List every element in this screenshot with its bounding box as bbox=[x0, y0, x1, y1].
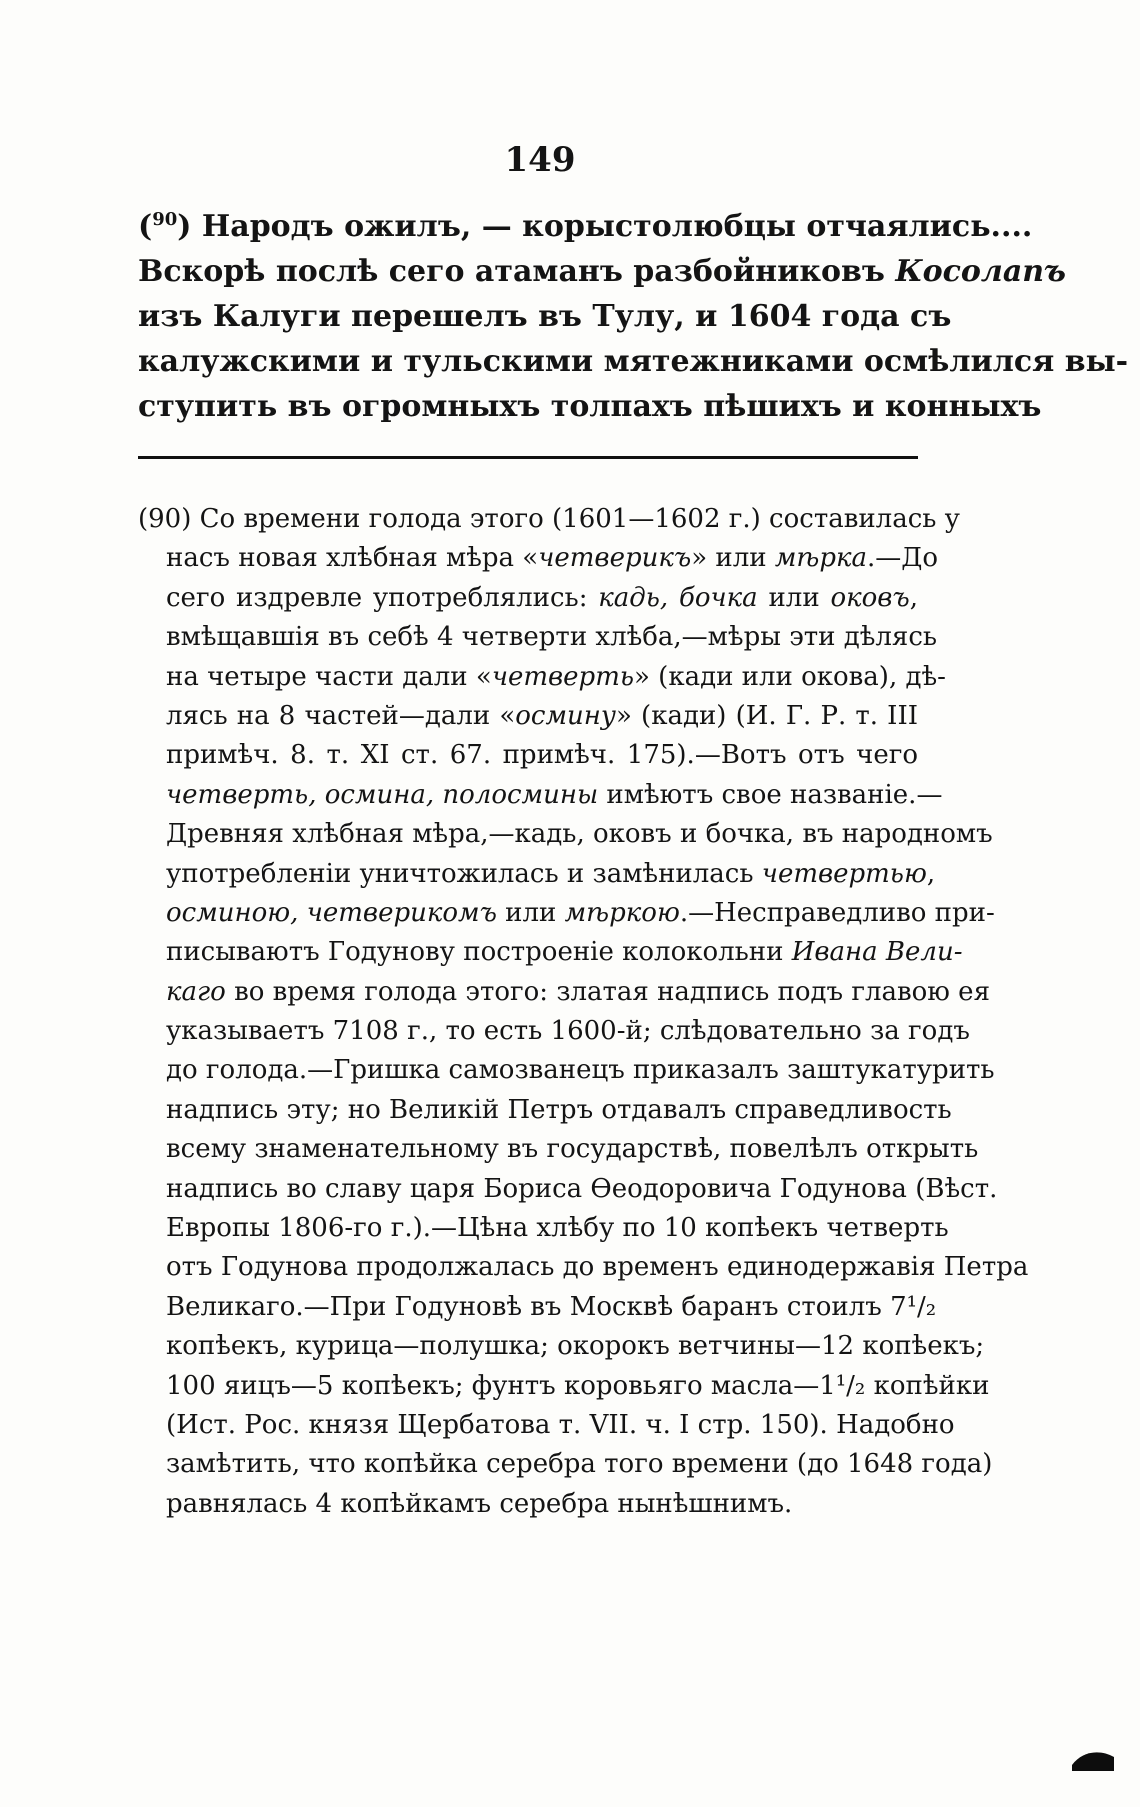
footnote-line bbox=[138, 973, 990, 1012]
footnote-line bbox=[138, 736, 918, 775]
text-run: » (кади или окова), дѣ- bbox=[634, 661, 946, 692]
footnote-line bbox=[138, 1130, 979, 1169]
text-run: надпись эту; но Великій Петръ отдавалъ справедливость bbox=[166, 1094, 952, 1125]
footnote-line bbox=[138, 1051, 995, 1090]
footnote-line bbox=[138, 1288, 937, 1327]
text-run: или bbox=[757, 582, 831, 613]
footnote-line bbox=[138, 658, 946, 697]
main-text-line bbox=[138, 204, 1033, 249]
text-run: калужскими и тульскими мятежниками осмѣлился вы- bbox=[138, 344, 1129, 379]
text-run: Древняя хлѣбная мѣра,—кадь, оковъ и бочка, въ народномъ bbox=[166, 819, 993, 850]
footnote-line bbox=[138, 1170, 998, 1209]
text-run: 100 яицъ—5 копѣекъ; фунтъ коровьяго масла—1¹/₂ копѣйки bbox=[166, 1370, 990, 1401]
italic-term: четверикъ bbox=[538, 543, 692, 574]
text-run: ( bbox=[138, 209, 153, 244]
footnote-line bbox=[138, 1406, 955, 1445]
text-run: насъ новая хлѣбная мѣра « bbox=[166, 543, 539, 574]
footnote-line bbox=[138, 1091, 952, 1130]
text-run: Великаго.—При Годуновѣ въ Москвѣ баранъ стоилъ 7¹/₂ bbox=[166, 1291, 937, 1322]
binding-mark bbox=[1070, 1743, 1116, 1773]
text-run: » или bbox=[691, 543, 775, 574]
text-run: Европы 1806-го г.).—Цѣна хлѣбу по 10 копѣекъ четверть bbox=[166, 1213, 949, 1244]
text-run: примѣч. 8. т. XI ст. 67. примѣч. 175).—Вотъ отъ чего bbox=[166, 740, 918, 771]
text-run: ступить въ огромныхъ толпахъ пѣшихъ и конныхъ bbox=[138, 389, 1042, 424]
text-run: (90) Со времени голода этого (1601—1602 г.) составилась у bbox=[138, 504, 960, 534]
text-run: отъ Годунова продолжалась до временъ единодержавія Петра bbox=[166, 1252, 1029, 1283]
text-run: всему знаменательному въ государствѣ, повелѣлъ открыть bbox=[166, 1134, 979, 1165]
text-run: .—Несправедливо при- bbox=[679, 897, 995, 928]
text-run: во время голода этого: златая надпись подъ главою ея bbox=[225, 976, 990, 1007]
text-run: , bbox=[926, 858, 936, 889]
text-run: ) Народъ ожилъ, — корыстолюбцы отчаялись.... bbox=[177, 209, 1033, 244]
footnote-line bbox=[138, 855, 936, 894]
main-text-line bbox=[138, 294, 952, 339]
footnote-line bbox=[138, 1327, 985, 1366]
text-run: » (кади) (И. Г. Р. т. III bbox=[615, 700, 918, 731]
footnote-line bbox=[138, 1012, 970, 1051]
italic-term: мѣркою bbox=[564, 897, 680, 928]
footnote-line bbox=[138, 815, 993, 854]
italic-term: каго bbox=[166, 976, 226, 1007]
italic-term: четверть, осмина, полосмины bbox=[166, 779, 599, 810]
italic-term: четвертью bbox=[761, 858, 927, 889]
text-run: до голода.—Гришка самозванецъ приказалъ заштукатурить bbox=[166, 1055, 995, 1086]
footnote-line bbox=[138, 1445, 993, 1484]
footnote-line bbox=[138, 894, 995, 933]
italic-term: осмину bbox=[515, 700, 616, 731]
text-run: имѣютъ свое названіе.— bbox=[598, 779, 943, 810]
page-number: 149 bbox=[504, 140, 576, 180]
text-run: на четыре части дали « bbox=[166, 661, 492, 692]
footnote-line bbox=[138, 697, 918, 736]
footnote-line bbox=[138, 618, 938, 657]
italic-term: мѣрка bbox=[774, 543, 867, 574]
text-run: равнялась 4 копѣйкамъ серебра нынѣшнимъ. bbox=[166, 1488, 793, 1519]
divider-rule bbox=[138, 456, 918, 459]
footnote-line bbox=[138, 1209, 949, 1248]
text-run: изъ Калуги перешелъ въ Тулу, и 1604 года съ bbox=[138, 299, 952, 334]
footnote-line bbox=[138, 579, 918, 618]
footnote-line bbox=[138, 539, 939, 578]
italic-term: кадь, бочка bbox=[598, 582, 758, 613]
main-text bbox=[138, 204, 1129, 429]
main-text-line bbox=[138, 249, 1066, 294]
italic-term: Косолапъ bbox=[895, 254, 1066, 289]
footnote-line bbox=[138, 776, 943, 815]
footnote-line bbox=[138, 1485, 918, 1524]
main-text-line bbox=[138, 339, 1129, 384]
footnote-marker: 90 bbox=[152, 209, 178, 230]
footnote-90 bbox=[138, 500, 1029, 1524]
footnote-line bbox=[138, 1367, 990, 1406]
footnote-line bbox=[138, 500, 960, 539]
text-run: Вскорѣ послѣ сего атаманъ разбойниковъ bbox=[138, 254, 896, 289]
text-run: , bbox=[909, 582, 918, 613]
text-run: .—До bbox=[867, 543, 939, 574]
text-run: (Ист. Рос. князя Щербатова т. VII. ч. I стр. 150). Надобно bbox=[166, 1409, 955, 1440]
text-run: лясь на 8 частей—дали « bbox=[166, 700, 516, 731]
text-run: замѣтить, что копѣйка серебра того времени (до 1648 года) bbox=[166, 1449, 993, 1480]
text-run: надпись во славу царя Бориса Ѳеодоровича Годунова (Вѣст. bbox=[166, 1173, 998, 1204]
italic-term: Ивана Вели- bbox=[791, 937, 963, 968]
main-text-line bbox=[138, 384, 1042, 429]
text-run: вмѣщавшія въ себѣ 4 четверти хлѣба,—мѣры эти дѣлясь bbox=[166, 622, 938, 653]
footnote-line bbox=[138, 933, 963, 972]
text-run: копѣекъ, курица—полушка; окорокъ ветчины—12 копѣекъ; bbox=[166, 1331, 985, 1362]
italic-term: оковъ bbox=[830, 582, 910, 613]
text-run: указываетъ 7108 г., то есть 1600-й; слѣдовательно за годъ bbox=[166, 1016, 970, 1047]
footnote-line bbox=[138, 1248, 1029, 1287]
text-run: или bbox=[496, 897, 565, 928]
text-run: сего издревле употреблялись: bbox=[166, 582, 599, 613]
italic-term: четверть bbox=[491, 661, 634, 692]
text-run: писываютъ Годунову построеніе колокольни bbox=[166, 937, 792, 968]
italic-term: осминою, четверикомъ bbox=[166, 897, 497, 928]
text-run: употребленіи уничтожилась и замѣнилась bbox=[166, 858, 762, 889]
